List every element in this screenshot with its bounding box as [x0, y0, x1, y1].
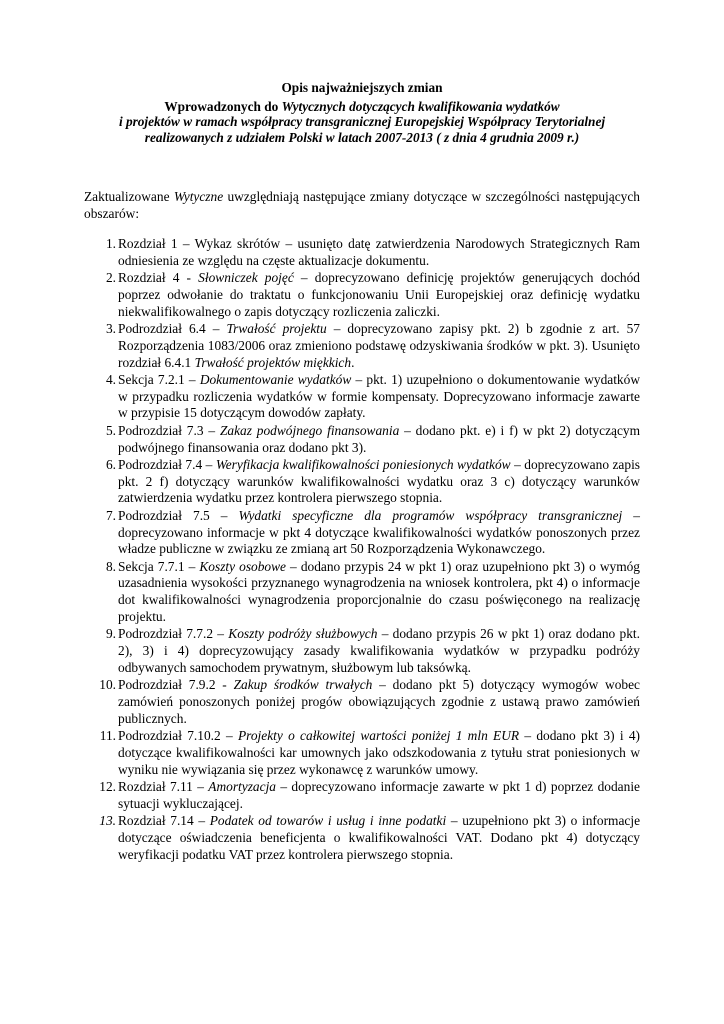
- list-item-text: – doprecyzowano informacje w pkt 4 dotyczące kwalifikowalności wydatków ponoszonych przez władze publiczne w związku ze zmianą art 50 Rozporządzenia Wykonawczego.: [118, 507, 641, 557]
- list-item-text: Trwałość projektów miękkich: [194, 354, 352, 370]
- intro-paragraph: Zaktualizowane Wytyczne uwzględniają następujące zmiany dotyczące w szczególności następujących obszarów:: [84, 189, 640, 221]
- list-item-text: Podrozdział 7.10.2 –: [118, 728, 238, 744]
- list-item: [84, 559, 640, 626]
- list-item-text: Podatek od towarów i usług i inne podatki: [209, 813, 447, 829]
- list-item-text: Projekty o całkowitej wartości poniżej 1 mln EUR: [237, 728, 520, 744]
- list-item-text: Amortyzacja: [208, 778, 276, 794]
- list-item-text: Sekcja 7.7.1 –: [118, 558, 200, 574]
- title-line-2: Wprowadzonych do Wytycznych dotyczących kwalifikowania wydatków: [164, 98, 560, 114]
- list-item: [84, 508, 640, 558]
- list-item-text: Sekcja 7.2.1 –: [118, 371, 200, 387]
- list-item-text: – dodano pkt. e) i f) w pkt 2) dotyczącym podwójnego finansowania oraz dodano pkt 3).: [118, 422, 641, 455]
- document-page: [84, 80, 640, 864]
- list-item-text: Zakaz podwójnego finansowania: [219, 422, 400, 438]
- changes-list: [84, 236, 640, 863]
- list-item: [84, 321, 640, 371]
- list-item-number: 5.: [105, 422, 116, 438]
- list-item-text: Rozdział 1 – Wykaz skrótów – usunięto datę zatwierdzenia Narodowych Strategicznych Ram odniesienia ze względu na częste aktualizacje dokumentu.: [118, 235, 640, 268]
- list-item-text: Podrozdział 7.3 –: [118, 422, 220, 438]
- list-item-number: 11.: [99, 728, 116, 744]
- list-item-text: Koszty osobowe: [199, 558, 286, 574]
- list-item-text: – doprecyzowano zapis pkt. 2 f) dotyczący warunków kwalifikowalności wydatku oraz 3 c) dotyczący warunków zatwierdzenia wydatku przez kontrolera pierwszego stopnia.: [118, 456, 641, 506]
- list-item-text: – pkt. 1) uzupełniono o dokumentowanie wydatków w przypadku rozliczenia wydatków w formie kompensaty. Doprecyzowano informacje zawarte w przypisie 15 dotyczącym dowodów zapłaty.: [118, 371, 640, 421]
- list-item-text: Rozdział 7.14 –: [118, 813, 210, 829]
- list-item-text: Podrozdział 7.4 –: [118, 456, 216, 472]
- title-line-1: Opis najważniejszych zmian: [281, 80, 443, 95]
- list-item-number: 9.: [105, 626, 116, 642]
- list-item-text: Rozdział 4 -: [118, 270, 199, 286]
- list-item: [84, 457, 640, 507]
- list-item-text: Podrozdział 7.5 –: [118, 507, 239, 523]
- list-item-number: 10.: [99, 677, 116, 693]
- list-item: [84, 270, 640, 320]
- list-item-text: Słowniczek pojęć: [198, 270, 294, 286]
- title-line-3: i projektów w ramach współpracy transgranicznej Europejskiej Współpracy Terytorialnej: [118, 114, 606, 129]
- list-item: [84, 626, 640, 676]
- title-line-4: realizowanych z udziałem Polski w latach 2007-2013 ( z dnia 4 grudnia 2009 r.): [144, 129, 580, 145]
- list-item-text: Podrozdział 7.7.2 –: [118, 626, 229, 642]
- list-item-text: – doprecyzowano zapisy pkt. 2) b zgodnie z art. 57 Rozporządzenia 1083/2006 oraz zmieniono podstawę odzyskiwania środków w pkt. 3). Usunięto rozdział 6.4.1: [118, 320, 641, 370]
- list-item-text: – uzupełniono pkt 3) o informacje dotyczące oświadczenia beneficjenta o kwalifikowalności VAT. Dodano pkt 4) dotyczący weryfikacji podatku VAT przez kontrolera pierwszego stopnia.: [118, 813, 641, 862]
- list-item-text: Wydatki specyficzne dla programów współpracy transgranicznej: [238, 507, 623, 523]
- list-item-number: 2.: [105, 270, 116, 286]
- list-item-text: – dodano pkt 5) dotyczący wymogów wobec zamówień ponoszonych poniżej progów obowiązujących zgodnie z ustawą prawo zamówień publicznych.: [118, 677, 640, 726]
- list-item-text: – dodano przypis 24 w pkt 1) oraz uzupełniono pkt 3) o wymóg uzasadnienia wysokości przyznanego wynagrodzenia na wniosek kontrolera, pkt 4) o informacje dot kwalifikowalności wynagrodzenia proporcjonalnie do czasu poświęconego na realizację projektu.: [118, 558, 640, 625]
- list-item: [84, 677, 640, 727]
- list-item-number: 6.: [105, 456, 116, 472]
- list-item-text: – doprecyzowano informacje zawarte w pkt 1 d) poprzez dodanie sytuacji wykluczającej.: [118, 778, 640, 811]
- list-item: [84, 423, 640, 457]
- list-item-text: Dokumentowanie wydatków: [199, 371, 352, 387]
- list-item: [84, 372, 640, 422]
- list-item: [84, 813, 640, 863]
- list-item: [84, 779, 640, 813]
- list-item-text: Koszty podróży służbowych: [228, 626, 378, 642]
- list-item-number: 8.: [105, 558, 116, 574]
- list-item-text: Zakup środków trwałych: [233, 677, 373, 693]
- list-item-number: 13.: [99, 813, 116, 829]
- list-item-number: 3.: [105, 320, 116, 336]
- list-item-text: – dodano przypis 26 w pkt 1) oraz dodano pkt. 2), 3) i 4) doprecyzowujący zasady kwalifikowania wydatków w przypadku podróży odbywanych samochodem prywatnym, służbowym lub taksówką.: [118, 626, 640, 675]
- list-item-number: 4.: [105, 371, 116, 387]
- list-item-text: – dodano pkt 3) i 4) dotyczące kwalifikowalności kar umownych jako odszkodowania z tytułu strat poniesionych w wyniku nie wywiązania się przez wykonawcę z warunków umowy.: [118, 728, 640, 777]
- list-item: [84, 728, 640, 778]
- list-item-text: Trwałość projektu: [226, 320, 327, 336]
- document-title: [84, 80, 640, 145]
- list-item-text: Podrozdział 7.9.2 -: [118, 677, 234, 693]
- list-item-number: 1.: [105, 235, 116, 251]
- list-item-text: – doprecyzowano definicję projektów generujących dochód poprzez odwołanie do traktatu o funkcjonowaniu Unii Europejskiej oraz definicję wydatku niekwalifikowalnego o zapis dotyczący rozliczenia zaliczki.: [118, 270, 640, 319]
- list-item: [84, 236, 640, 270]
- list-item-number: 12.: [99, 778, 116, 794]
- list-item-text: .: [351, 354, 355, 370]
- list-item-number: 7.: [105, 507, 116, 523]
- list-item-text: Weryfikacja kwalifikowalności poniesionych wydatków: [215, 456, 511, 472]
- list-item-text: Rozdział 7.11 –: [118, 778, 209, 794]
- list-item-text: Podrozdział 6.4 –: [118, 320, 227, 336]
